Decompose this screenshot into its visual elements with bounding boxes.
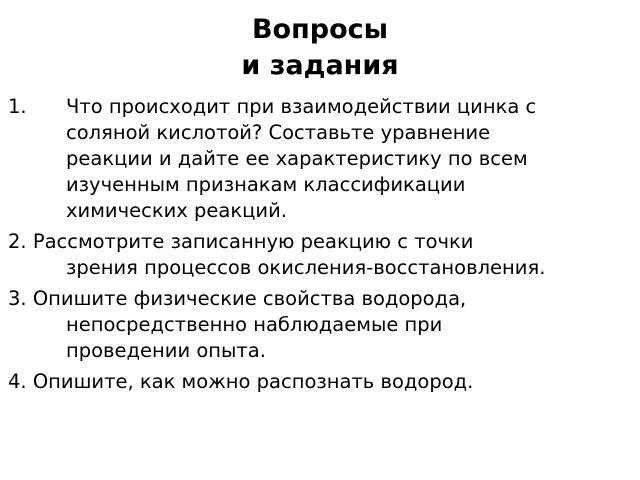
question-item-3	[8, 286, 634, 364]
question-first-line	[8, 229, 634, 255]
question-item-2	[8, 229, 634, 281]
question-number: 1.	[8, 95, 27, 118]
question-item-4	[8, 369, 634, 395]
question-number: 2.	[8, 230, 27, 253]
question-text-line: реакции и дайте ее характеристику по всем	[66, 147, 528, 170]
question-text-line: Рассмотрите записанную реакцию с точки	[32, 230, 474, 253]
question-number: 4.	[8, 370, 27, 393]
question-text-line: соляной кислотой? Составьте уравнение	[66, 121, 491, 144]
question-text-line: непосредственно наблюдаемые при	[66, 313, 443, 336]
question-text-line: Опишите физические свойства водорода,	[32, 287, 467, 310]
question-first-line	[8, 286, 634, 312]
question-text-line: изученным признакам классификации	[66, 173, 466, 196]
question-first-line	[8, 369, 634, 395]
question-text-line: Опишите, как можно распознать водород.	[32, 370, 474, 393]
question-text-line: проведении опыта.	[66, 339, 266, 362]
question-text-line: зрения процессов окисления-восстановления.	[66, 256, 546, 279]
questions-list	[8, 94, 634, 400]
question-text-line: Что происходит при взаимодействии цинка с	[66, 95, 537, 118]
question-number: 3.	[8, 287, 27, 310]
slide-title-line-2: и задания	[241, 50, 399, 81]
slide-title	[0, 12, 640, 84]
slide-title-line-1: Вопросы	[251, 14, 389, 45]
question-text-line: химических реакций.	[66, 199, 287, 222]
question-item-1	[8, 94, 634, 224]
